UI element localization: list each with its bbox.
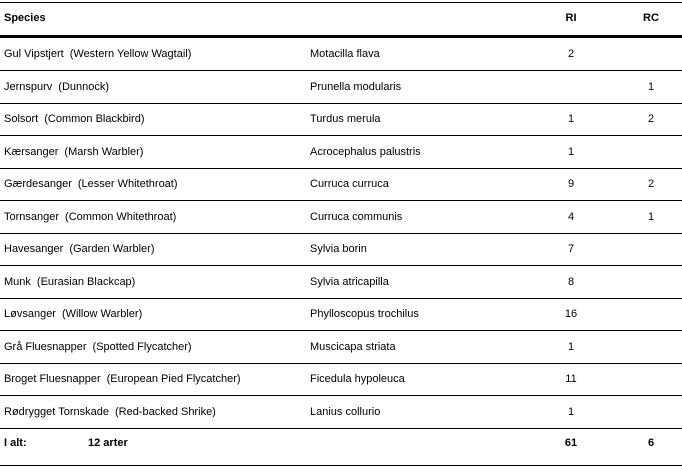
- species-latin-name: Muscicapa striata: [310, 340, 396, 353]
- header-ri: RI: [565, 12, 577, 24]
- species-english-name: (Common Whitethroat): [65, 210, 177, 223]
- species-local-name: Løvsanger: [4, 308, 56, 321]
- species-common-name: [4, 266, 141, 299]
- ri-value: 1: [567, 405, 575, 418]
- species-local-name: Tornsanger: [4, 210, 60, 223]
- species-latin-name: Sylvia borin: [310, 243, 367, 256]
- rc-value: [630, 396, 672, 429]
- header-rc: RC: [643, 12, 659, 24]
- species-common-name: [4, 168, 184, 201]
- species-local-name: Jernspurv: [4, 80, 53, 93]
- ri-value: [550, 71, 592, 104]
- rc-value: 2: [647, 113, 655, 126]
- species-local-name: Munk: [4, 275, 31, 288]
- species-common-name: [4, 331, 198, 364]
- species-english-name: (Garden Warbler): [69, 243, 155, 256]
- species-latin-name: Turdus merula: [310, 113, 381, 126]
- species-local-name: Kærsanger: [4, 145, 59, 158]
- rc-value: [630, 331, 672, 364]
- rc-value: [630, 363, 672, 396]
- species-english-name: (Marsh Warbler): [64, 145, 144, 158]
- rc-value: [630, 136, 672, 169]
- species-local-name: Gul Vipstjert: [4, 48, 64, 61]
- species-local-name: Gærdesanger: [4, 178, 72, 191]
- table-row: [0, 266, 682, 299]
- species-latin-name: Phylloscopus trochilus: [310, 308, 419, 321]
- table-bottom-border: [0, 465, 682, 466]
- species-latin-name: Acrocephalus palustris: [310, 145, 421, 158]
- species-english-name: (Western Yellow Wagtail): [69, 48, 192, 61]
- ri-value: 16: [564, 308, 578, 321]
- species-common-name: [4, 71, 115, 104]
- species-english-name: (Eurasian Blackcap): [36, 275, 136, 288]
- species-latin-name: Sylvia atricapilla: [310, 275, 389, 288]
- ri-value: 11: [565, 373, 577, 386]
- rc-value: [630, 38, 672, 71]
- species-latin-name: Motacilla flava: [310, 48, 380, 61]
- ri-value: 4: [567, 210, 575, 223]
- header-row: [0, 3, 682, 33]
- species-english-name: (European Pied Flycatcher): [106, 373, 241, 386]
- rc-value: [630, 266, 672, 299]
- table-row: [0, 331, 682, 364]
- rc-value: [630, 233, 672, 266]
- species-common-name: [4, 363, 247, 396]
- ri-value: 2: [567, 48, 575, 61]
- species-latin-name: Prunella modularis: [310, 80, 402, 93]
- table-row: [0, 201, 682, 234]
- total-rc: 6: [647, 437, 655, 449]
- table-row: [0, 71, 682, 104]
- ri-value: 1: [567, 113, 575, 126]
- ri-value: 9: [567, 178, 575, 191]
- rc-value: [630, 298, 672, 331]
- species-common-name: [4, 38, 197, 71]
- species-latin-name: Lanius collurio: [310, 405, 381, 418]
- total-label: I alt:: [4, 437, 27, 449]
- species-common-name: [4, 136, 149, 169]
- species-local-name: Havesanger: [4, 243, 64, 256]
- species-common-name: [4, 233, 161, 266]
- species-english-name: (Lesser Whitethroat): [77, 178, 178, 191]
- ri-value: 1: [567, 340, 575, 353]
- table-row: [0, 38, 682, 71]
- species-local-name: Rødrygget Tornskade: [4, 405, 109, 418]
- table-row: [0, 396, 682, 429]
- species-english-name: (Willow Warbler): [61, 308, 143, 321]
- table-row: [0, 298, 682, 331]
- table-row: [0, 136, 682, 169]
- ri-value: 7: [567, 243, 575, 256]
- species-local-name: Grå Fluesnapper: [4, 340, 87, 353]
- species-common-name: [4, 396, 222, 429]
- species-english-name: (Common Blackbird): [44, 113, 145, 126]
- rc-value: 1: [647, 210, 655, 223]
- ri-value: 1: [567, 145, 575, 158]
- species-latin-name: Curruca communis: [310, 210, 403, 223]
- table-row: [0, 233, 682, 266]
- species-english-name: (Red-backed Shrike): [114, 405, 216, 418]
- species-local-name: Solsort: [4, 113, 39, 126]
- species-common-name: [4, 103, 151, 136]
- ri-value: 8: [567, 275, 575, 288]
- table-row: [0, 168, 682, 201]
- species-common-name: [4, 298, 148, 331]
- total-row: [0, 428, 682, 458]
- total-count: 12 arter: [88, 437, 128, 449]
- header-species: Species: [4, 12, 46, 24]
- table-row: [0, 363, 682, 396]
- species-english-name: (Dunnock): [58, 80, 110, 93]
- rc-value: 2: [647, 178, 655, 191]
- species-local-name: Broget Fluesnapper: [4, 373, 101, 386]
- rc-value: 1: [647, 80, 655, 93]
- species-latin-name: Curruca curruca: [310, 178, 389, 191]
- table-row: [0, 103, 682, 136]
- species-common-name: [4, 201, 182, 234]
- species-latin-name: Ficedula hypoleuca: [310, 373, 405, 386]
- total-ri: 61: [564, 437, 578, 449]
- species-english-name: (Spotted Flycatcher): [92, 340, 192, 353]
